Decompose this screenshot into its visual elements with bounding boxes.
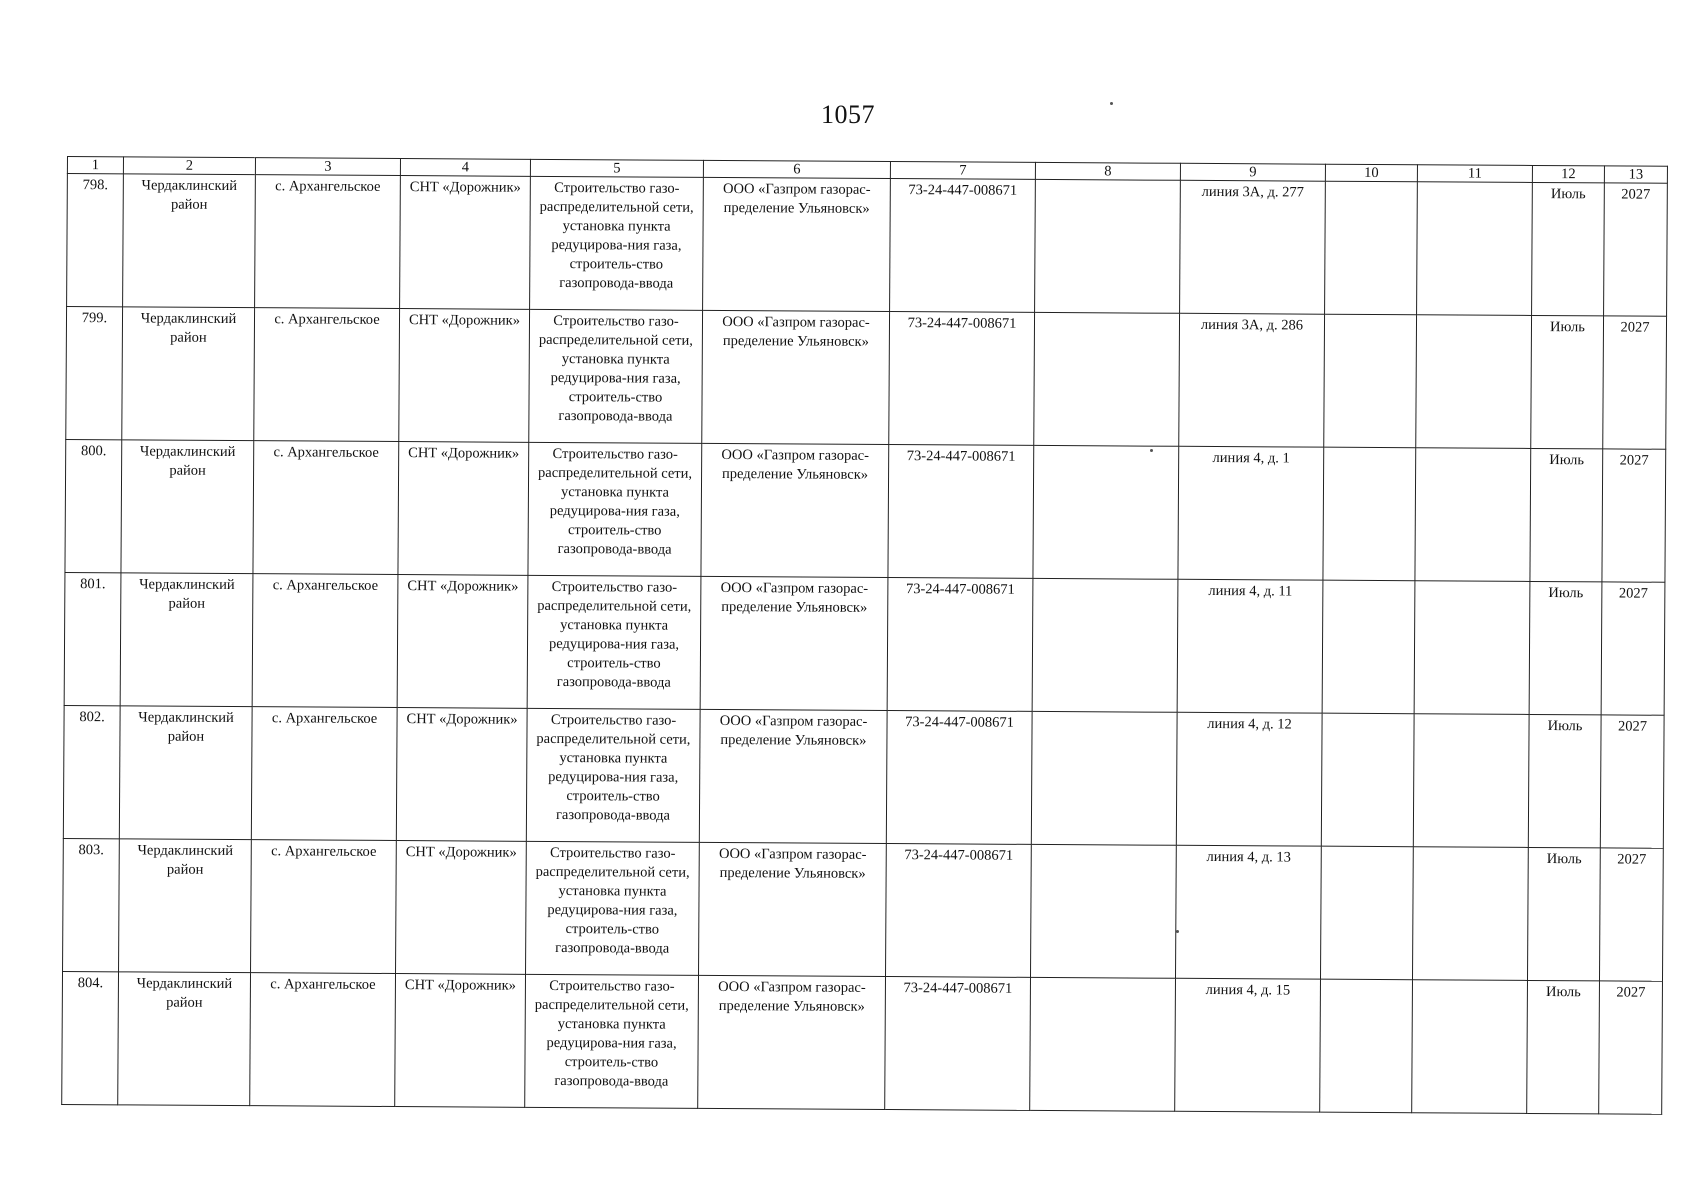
year-cell: 2027 — [1599, 848, 1663, 981]
month-cell: Июль — [1531, 315, 1604, 448]
address-cell: линия 4, д. 13 — [1175, 845, 1321, 979]
year-cell: 2027 — [1601, 582, 1665, 715]
territory-code-cell: 73-24-447-008671 — [886, 844, 1032, 978]
work-description-cell: Строительство газо-распределительной сети, установка пункта редуцирова-ния газа, строитель-ство газопровода-ввода — [529, 309, 703, 443]
empty-cell-col8 — [1031, 711, 1177, 845]
organization-cell: ООО «Газпром газорас-пределение Ульяновск» — [701, 443, 889, 577]
table-row — [63, 705, 1664, 848]
work-description-cell: Строительство газо-распределительной сети, установка пункта редуцирова-ния газа, строитель-ство газопровода-ввода — [528, 442, 702, 576]
empty-cell-col11 — [1413, 714, 1529, 848]
column-header: 8 — [1035, 162, 1180, 180]
empty-cell-col11 — [1417, 182, 1533, 316]
settlement-cell: с. Архангельское — [251, 840, 397, 974]
year-cell: 2027 — [1603, 316, 1667, 449]
empty-cell-col8 — [1032, 578, 1178, 712]
column-header: 7 — [890, 162, 1035, 180]
empty-cell-col8 — [1034, 312, 1180, 446]
column-header: 1 — [67, 157, 123, 174]
table-body — [62, 174, 1668, 1115]
settlement-cell: с. Архангельское — [252, 574, 398, 708]
work-description-cell: Строительство газо-распределительной сети, установка пункта редуцирова-ния газа, строитель-ство газопровода-ввода — [525, 974, 699, 1108]
address-cell: линия 4, д. 1 — [1178, 446, 1324, 580]
table-row — [64, 572, 1665, 715]
snt-cell: СНТ «Дорожник» — [400, 176, 531, 310]
snt-cell: СНТ «Дорожник» — [396, 841, 527, 975]
district-cell: Чердаклинский район — [119, 706, 252, 840]
row-number: 798. — [67, 174, 124, 307]
empty-cell-col11 — [1416, 315, 1532, 449]
year-cell: 2027 — [1599, 981, 1663, 1114]
territory-code-cell: 73-24-447-008671 — [890, 179, 1036, 313]
page-number: 1057 — [821, 100, 875, 129]
column-header: 5 — [530, 159, 703, 177]
row-number: 800. — [65, 439, 122, 572]
settlement-cell: с. Архангельское — [251, 707, 397, 841]
column-header: 4 — [400, 159, 530, 177]
year-cell: 2027 — [1602, 449, 1666, 582]
work-description-cell: Строительство газо-распределительной сети, установка пункта редуцирова-ния газа, строитель-ство газопровода-ввода — [530, 176, 704, 310]
empty-cell-col10 — [1321, 713, 1414, 847]
column-header: 10 — [1325, 164, 1417, 182]
settlement-cell: с. Архангельское — [254, 308, 400, 442]
district-cell: Чердаклинский район — [122, 307, 255, 441]
column-header: 9 — [1180, 163, 1325, 181]
territory-code-cell: 73-24-447-008671 — [888, 445, 1034, 579]
column-header: 3 — [255, 158, 400, 176]
empty-cell-col8 — [1035, 179, 1181, 313]
district-cell: Чердаклинский район — [118, 972, 251, 1106]
column-header: 13 — [1604, 166, 1667, 183]
row-number: 799. — [66, 307, 123, 440]
row-number: 802. — [63, 705, 120, 838]
empty-cell-col10 — [1320, 979, 1413, 1113]
year-cell: 2027 — [1604, 183, 1668, 316]
territory-code-cell: 73-24-447-008671 — [885, 977, 1031, 1111]
empty-cell-col10 — [1320, 846, 1413, 980]
settlement-cell: с. Архангельское — [255, 175, 401, 309]
snt-cell: СНТ «Дорожник» — [399, 309, 530, 443]
scan-speck — [1110, 102, 1113, 105]
district-cell: Чердаклинский район — [121, 440, 254, 574]
empty-cell-col10 — [1323, 447, 1416, 581]
table-row — [67, 174, 1668, 317]
settlement-cell: с. Архангельское — [250, 973, 396, 1107]
empty-cell-col8 — [1033, 445, 1179, 579]
snt-cell: СНТ «Дорожник» — [395, 974, 526, 1108]
table-row — [62, 971, 1663, 1114]
organization-cell: ООО «Газпром газорас-пределение Ульяновск» — [698, 975, 886, 1109]
empty-cell-col10 — [1322, 580, 1415, 714]
snt-cell: СНТ «Дорожник» — [396, 708, 527, 842]
work-description-cell: Строительство газо-распределительной сети, установка пункта редуцирова-ния газа, строитель-ство газопровода-ввода — [527, 575, 701, 709]
month-cell: Июль — [1530, 448, 1603, 581]
row-number: 803. — [63, 838, 120, 971]
empty-cell-col11 — [1415, 448, 1531, 582]
month-cell: Июль — [1527, 980, 1600, 1113]
month-cell: Июль — [1528, 714, 1601, 847]
table-row — [66, 307, 1667, 450]
empty-cell-col11 — [1412, 980, 1528, 1114]
row-number: 804. — [62, 971, 119, 1104]
year-cell: 2027 — [1600, 715, 1664, 848]
address-cell: линия 4, д. 12 — [1176, 712, 1322, 846]
empty-cell-col8 — [1031, 844, 1177, 978]
address-cell: линия 4, д. 11 — [1177, 579, 1323, 713]
month-cell: Июль — [1527, 847, 1600, 980]
empty-cell-col10 — [1324, 314, 1417, 448]
territory-code-cell: 73-24-447-008671 — [887, 578, 1033, 712]
organization-cell: ООО «Газпром газорас-пределение Ульяновск» — [699, 842, 887, 976]
empty-cell-col11 — [1412, 847, 1528, 981]
work-description-cell: Строительство газо-распределительной сети, установка пункта редуцирова-ния газа, строитель-ство газопровода-ввода — [526, 708, 700, 842]
address-cell: линия 3А, д. 286 — [1179, 313, 1325, 447]
address-cell: линия 3А, д. 277 — [1180, 180, 1326, 314]
address-cell: линия 4, д. 15 — [1175, 978, 1321, 1112]
month-cell: Июль — [1532, 182, 1605, 315]
empty-cell-col11 — [1414, 581, 1530, 715]
table-row — [63, 838, 1664, 981]
snt-cell: СНТ «Дорожник» — [397, 575, 528, 709]
empty-cell-col10 — [1325, 181, 1418, 315]
snt-cell: СНТ «Дорожник» — [398, 442, 529, 576]
settlement-cell: с. Архангельское — [253, 441, 399, 575]
register-table — [61, 156, 1668, 1115]
column-header: 6 — [703, 160, 890, 178]
organization-cell: ООО «Газпром газорас-пределение Ульяновск» — [700, 576, 888, 710]
work-description-cell: Строительство газо-распределительной сети, установка пункта редуцирова-ния газа, строитель-ство газопровода-ввода — [526, 841, 700, 975]
column-header: 11 — [1417, 165, 1532, 183]
row-number: 801. — [64, 572, 121, 705]
column-header: 2 — [123, 157, 255, 175]
district-cell: Чердаклинский район — [119, 839, 252, 973]
district-cell: Чердаклинский район — [123, 174, 256, 308]
table-row — [65, 439, 1666, 582]
month-cell: Июль — [1529, 581, 1602, 714]
organization-cell: ООО «Газпром газорас-пределение Ульяновск» — [699, 709, 887, 843]
column-header: 12 — [1532, 165, 1604, 182]
organization-cell: ООО «Газпром газорас-пределение Ульяновск» — [703, 177, 891, 311]
organization-cell: ООО «Газпром газорас-пределение Ульяновск» — [702, 310, 890, 444]
territory-code-cell: 73-24-447-008671 — [889, 312, 1035, 446]
territory-code-cell: 73-24-447-008671 — [886, 711, 1032, 845]
empty-cell-col8 — [1030, 977, 1176, 1111]
district-cell: Чердаклинский район — [120, 573, 253, 707]
